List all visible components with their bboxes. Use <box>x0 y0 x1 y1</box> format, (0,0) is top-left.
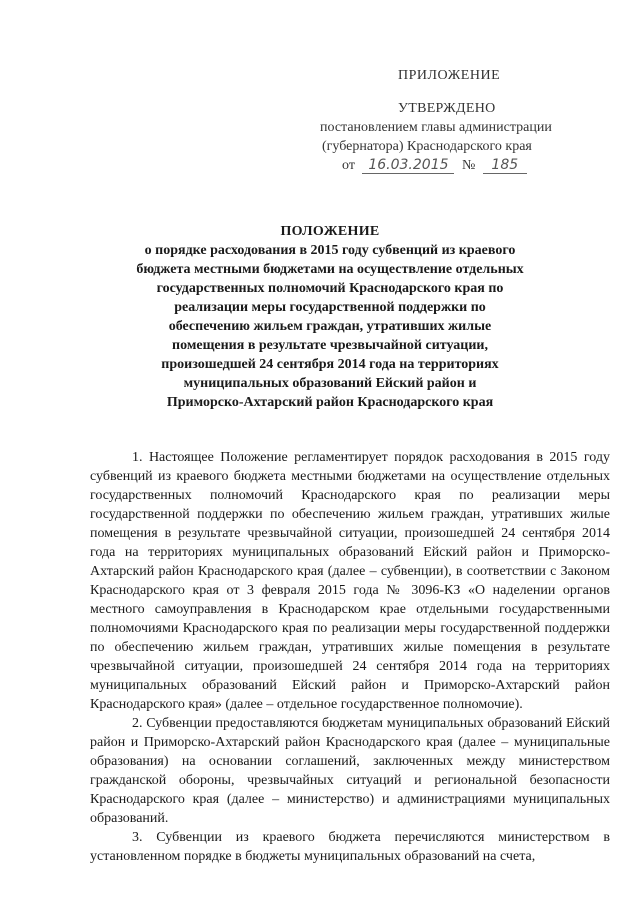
title-line: помещения в результате чрезвычайной ситуации, <box>172 338 488 353</box>
handwritten-number: 185 <box>483 158 527 174</box>
document-heading: ПОЛОЖЕНИЕ <box>280 224 380 239</box>
title-line: о порядке расходования в 2015 году субвенций из краевого <box>144 243 516 258</box>
title-line: произошедшей 24 сентября 2014 года на территориях <box>161 357 499 372</box>
approval-date-row <box>318 156 578 175</box>
paragraph-1: 1. Настоящее Положение регламентирует порядок расходования в 2015 году субвенций из краевого бюджета местными бюджетами на осуществление отдельных государственных полномочий Краснодарского края по реализации меры государственной поддержки по обеспечению жильем граждан, утративших жилые помещения в результате чрезвычайной ситуации, произошедшей 24 сентября 2014 года на территориях муниципальных образований Ейский район и Приморско-Ахтарский район Краснодарского края (далее – субвенции), в соответствии с Законом Краснодарского края от 3 февраля 2015 года № 3096-КЗ «О наделении органов местного самоуправления в Краснодарском крае отдельными государственными полномочиями Краснодарского края по реализации меры государственной поддержки по обеспечению жильем граждан, утративших жилые помещения в результате чрезвычайной ситуации, произошедшей 24 сентября 2014 года на территориях муниципальных образований Ейский район и Приморско-Ахтарский район Краснодарского края» (далее – отдельное государственное полномочие). <box>90 450 610 712</box>
approval-line-1: постановлением главы администрации <box>320 120 552 135</box>
approval-block <box>318 66 578 175</box>
date-prefix: от <box>342 158 355 173</box>
title-line: реализации меры государственной поддержки по <box>174 300 486 315</box>
paragraph-3: 3. Субвенции из краевого бюджета перечисляются министерством в установленном порядке в бюджеты муниципальных образований на счета, <box>90 830 610 864</box>
handwritten-date: 16.03.2015 <box>362 158 454 174</box>
title-line: бюджета местными бюджетами на осуществление отдельных <box>136 262 524 277</box>
appendix-label: ПРИЛОЖЕНИЕ <box>398 68 501 83</box>
title-line: муниципальных образований Ейский район и <box>183 376 477 391</box>
approved-label: УТВЕРЖДЕНО <box>398 101 496 116</box>
title-line: государственных полномочий Краснодарского края по <box>156 281 504 296</box>
number-sign: № <box>461 158 476 173</box>
title-line: Приморско-Ахтарский район Краснодарского края <box>166 395 494 410</box>
document-title-block <box>100 222 560 412</box>
document-body <box>90 448 610 866</box>
approval-line-2: (губернатора) Краснодарского края <box>322 139 532 154</box>
title-line: обеспечению жильем граждан, утративших жилые <box>168 319 492 334</box>
paragraph-2: 2. Субвенции предоставляются бюджетам муниципальных образований Ейский район и Приморско-Ахтарский район Краснодарского края (далее – муниципальные образования) на основании соглашений, заключенных между министерством гражданской обороны, чрезвычайных ситуаций и региональной безопасности Краснодарского края (далее – министерство) и администрациями муниципальных образований. <box>90 716 610 826</box>
